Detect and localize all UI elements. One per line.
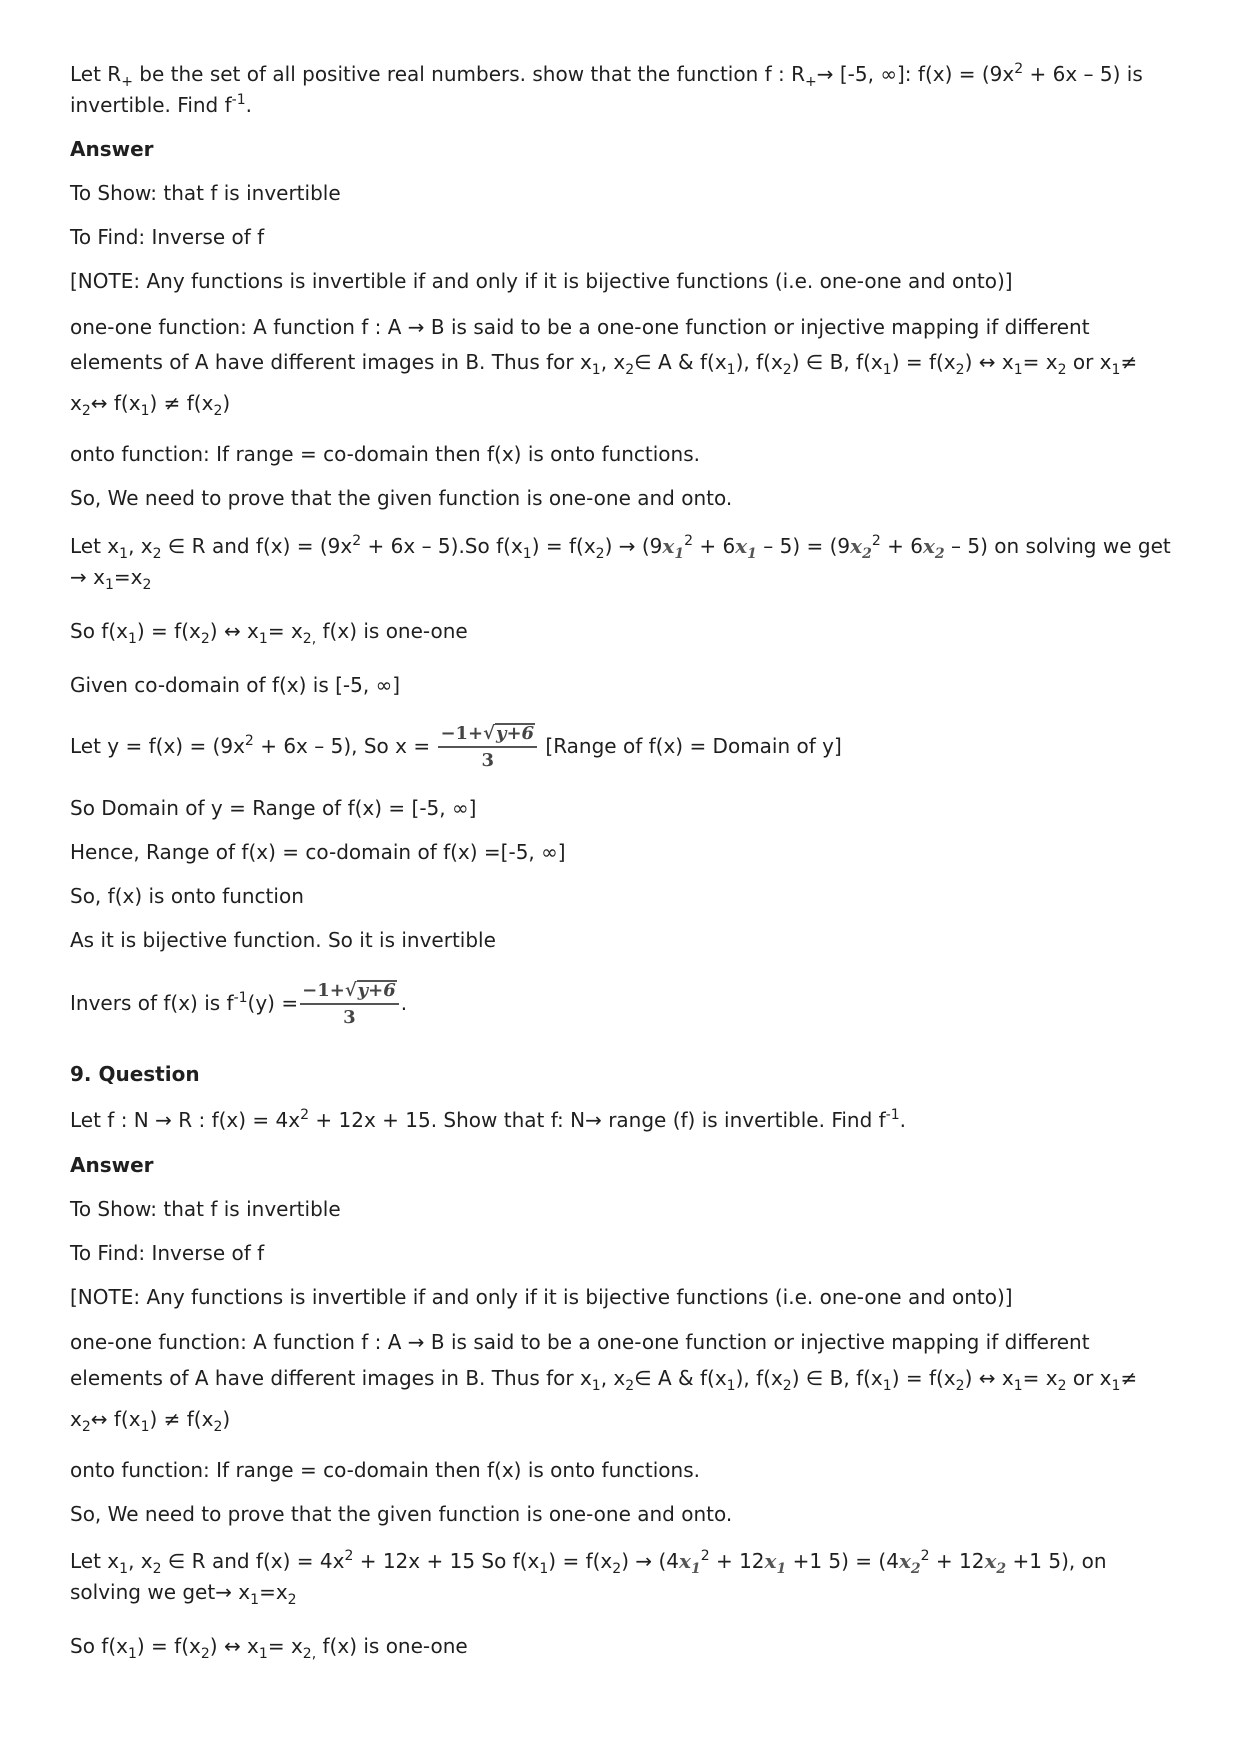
q9-oneone-line3: $x_2\leftrightarrow$ $f(x_1) \ne f(x_2)$ bbox=[70, 1407, 231, 1435]
q8-so-oneone: So $f(x_1) = f(x_2)$ ↔ $x_1= x_{2,}$ f(x) is one-one bbox=[70, 619, 468, 647]
q8-domain: So Domain of y = Range of f(x) = [-5, ∞] bbox=[70, 796, 477, 820]
q8-oneone-line1: one-one function: A function f : A → B is said to be a one-one function or injective mapping if different bbox=[70, 315, 1090, 339]
q8-hence-range: Hence, Range of f(x) = co-domain of f(x) =[-5, ∞] bbox=[70, 840, 566, 864]
q8-statement-line2: invertible. Find $f^{-1}$. bbox=[70, 92, 252, 117]
q9-let-x-line1: Let $x_1$, $x_2$ ∈ R and $f(x) = 4x^2 + 12x + 15$ So $f(x_1) = f(x_2) \to (4x_1^2 + 12x_1 +1$ $5) = (4x_2^2 + 12x_2 +1$ 5), on bbox=[70, 1548, 1107, 1577]
q8-bijective: As it is bijective function. So it is invertible bbox=[70, 928, 496, 952]
q8-inverse-fraction: $\frac{-1+√y+6}{3}$ bbox=[300, 980, 399, 1029]
q9-oneone-line1: one-one function: A function f : A → B is said to be a one-one function or injective mapping if different bbox=[70, 1330, 1090, 1354]
q8-note: [NOTE: Any functions is invertible if and only if it is bijective functions (i.e. one-one and onto)] bbox=[70, 269, 1013, 293]
q8-to-find: To Find: Inverse of f bbox=[70, 225, 265, 249]
q8-need-to-prove: So, We need to prove that the given function is one-one and onto. bbox=[70, 486, 733, 510]
q8-statement-line1: Let $R_+$ be the set of all positive real numbers. show that the function f : $R_+\to [-5$, ∞]: $f(x) = (9x^2 + 6x - 5)$ is bbox=[70, 61, 1143, 90]
q8-let-y: Let $y = f(x) = (9x^2 + 6x - 5)$, So x = $\frac{-1+√y+6}{3}$ [Range of f(x) = Domain of y] bbox=[70, 723, 842, 771]
q9-answer-label: Answer bbox=[70, 1153, 154, 1177]
q9-to-show: To Show: that f is invertible bbox=[70, 1197, 341, 1221]
q9-onto-definition: onto function: If range = co-domain then f(x) is onto functions. bbox=[70, 1458, 700, 1482]
q9-need-to-prove: So, We need to prove that the given function is one-one and onto. bbox=[70, 1502, 733, 1526]
q8-onto-function: So, f(x) is onto function bbox=[70, 884, 304, 908]
q8-onto-definition: onto function: If range = co-domain then f(x) is onto functions. bbox=[70, 442, 700, 466]
q8-let-x-line1: Let $x_1$, $x_2$ ∈ R and $f(x) = (9x^2 + 6x - 5).So$ $f(x_1) = f(x_2) \to (9x_1^2 + 6x_1 - 5) = (9x_2^2 + 6x_2 - 5)$ on solving we get bbox=[70, 533, 1171, 562]
q8-oneone-line3: $x_2\leftrightarrow$ $f(x_1) \ne f(x_2)$ bbox=[70, 391, 231, 419]
q8-to-show: To Show: that f is invertible bbox=[70, 181, 341, 205]
q8-oneone-line2: elements of A have different images in B. Thus for $x_1$, $x_2\in$ A & $f(x_1)$, $f(x_2)$ ∈ B, $f(x_1) = f(x_2)$ ↔ $x_1= x_2$ or $x_1\ne$ bbox=[70, 350, 1138, 378]
q8-x-fraction: $\frac{-1+√y+6}{3}$ bbox=[438, 723, 537, 772]
q9-oneone-line2: elements of A have different images in B. Thus for $x_1$, $x_2\in$ A & $f(x_1)$, $f(x_2)$ ∈ B, $f(x_1) = f(x_2)$ ↔ $x_1= x_2$ or $x_1\ne$ bbox=[70, 1366, 1138, 1394]
q9-let-x-line2: solving we $get\to x_1=x_2$ bbox=[70, 1580, 297, 1608]
q8-inverse: Invers of f(x) is $f^{-1}(y)$ = $\frac{-1+√y+6}{3}$ . bbox=[70, 980, 408, 1028]
q9-note: [NOTE: Any functions is invertible if and only if it is bijective functions (i.e. one-one and onto)] bbox=[70, 1285, 1013, 1309]
q9-statement: Let f : N → R : $f(x) = 4x^2 + 12x + 15$. Show that f: N→ range (f) is invertible. Find $f^{-1}$. bbox=[70, 1107, 907, 1132]
q8-codomain: Given co-domain of f(x) is [-5, ∞] bbox=[70, 673, 401, 697]
q9-so-oneone: So $f(x_1) = f(x_2)$ ↔ $x_1= x_{2,}$ f(x) is one-one bbox=[70, 1634, 468, 1662]
q8-answer-label: Answer bbox=[70, 137, 154, 161]
q9-heading: 9. Question bbox=[70, 1062, 200, 1086]
q8-let-x-line2: → $x_1=x_2$ bbox=[70, 565, 152, 593]
q9-to-find: To Find: Inverse of f bbox=[70, 1241, 265, 1265]
